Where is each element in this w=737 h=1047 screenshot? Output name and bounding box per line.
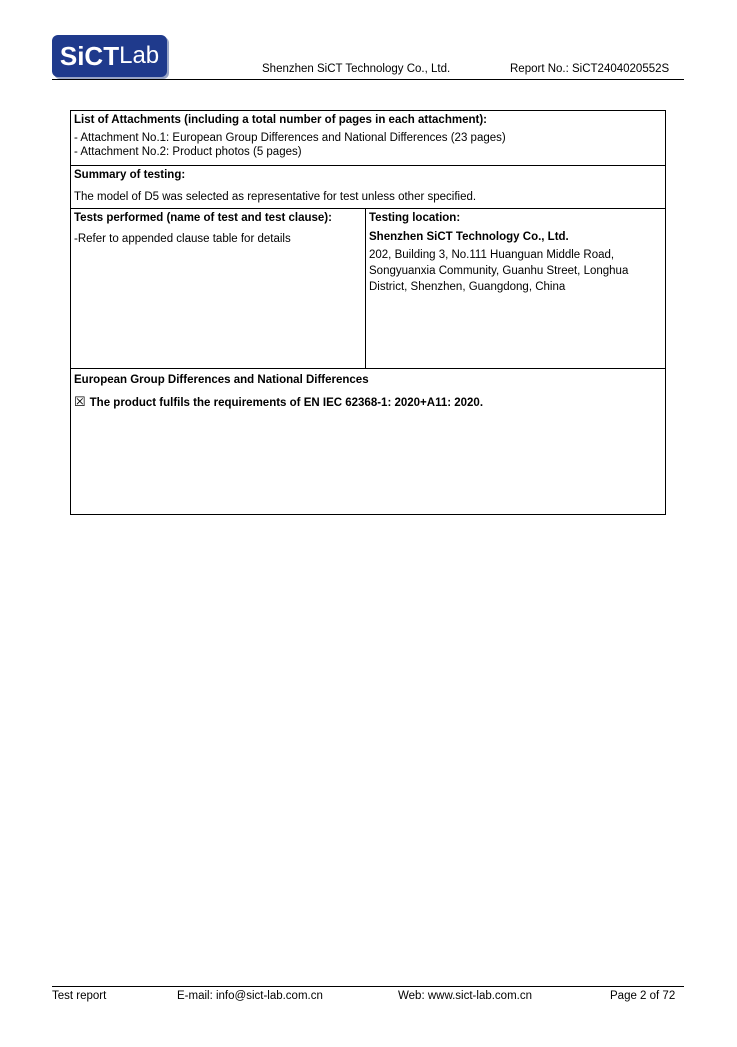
differences-cell <box>71 369 666 515</box>
footer-divider <box>52 986 684 987</box>
attachments-row <box>71 111 666 166</box>
header-divider <box>52 79 684 80</box>
location-title: Testing location: <box>369 212 461 224</box>
company-logo <box>52 35 167 77</box>
differences-title: European Group Differences and National Differences <box>74 374 369 386</box>
attachment-item-2: - Attachment No.2: Product photos (5 pages) <box>74 146 302 158</box>
differences-statement-line <box>74 395 662 410</box>
summary-text: The model of D5 was selected as representative for test unless other specified. <box>74 191 477 203</box>
location-cell <box>366 209 666 369</box>
attachments-title: List of Attachments (including a total number of pages in each attachment): <box>74 114 487 126</box>
footer-label: Test report <box>52 990 107 1002</box>
footer-page-number: Page 2 of 72 <box>610 990 676 1002</box>
summary-title: Summary of testing: <box>74 169 186 181</box>
header-company: Shenzhen SiCT Technology Co., Ltd. <box>262 63 451 75</box>
report-table <box>70 110 666 515</box>
footer-web: Web: www.sict-lab.com.cn <box>398 990 532 1002</box>
logo-text-lab: Lab <box>119 42 160 69</box>
location-company: Shenzhen SiCT Technology Co., Ltd. <box>369 231 569 243</box>
tests-title: Tests performed (name of test and test clause): <box>74 212 332 224</box>
location-address-line-3: District, Shenzhen, Guangdong, China <box>369 281 566 293</box>
tests-location-row <box>71 209 666 369</box>
summary-row <box>71 166 666 209</box>
differences-row <box>71 369 666 515</box>
differences-statement: The product fulfils the requirements of EN IEC 62368-1: 2020+A11: 2020. <box>89 397 484 409</box>
tests-text: -Refer to appended clause table for details <box>74 233 291 245</box>
checked-box-icon: ☒ <box>74 394 86 409</box>
location-address-line-1: 202, Building 3, No.111 Huanguan Middle Road, <box>369 249 615 261</box>
tests-cell <box>71 209 366 369</box>
attachments-cell <box>71 111 666 166</box>
location-address-line-2: Songyuanxia Community, Guanhu Street, Longhua <box>369 265 629 277</box>
attachment-item-1: - Attachment No.1: European Group Differences and National Differences (23 pages) <box>74 132 506 144</box>
summary-cell <box>71 166 666 209</box>
footer-email: E-mail: info@sict-lab.com.cn <box>177 990 323 1002</box>
logo-text-main: SiCT <box>59 40 120 71</box>
header-report-number: Report No.: SiCT2404020552S <box>510 63 670 75</box>
